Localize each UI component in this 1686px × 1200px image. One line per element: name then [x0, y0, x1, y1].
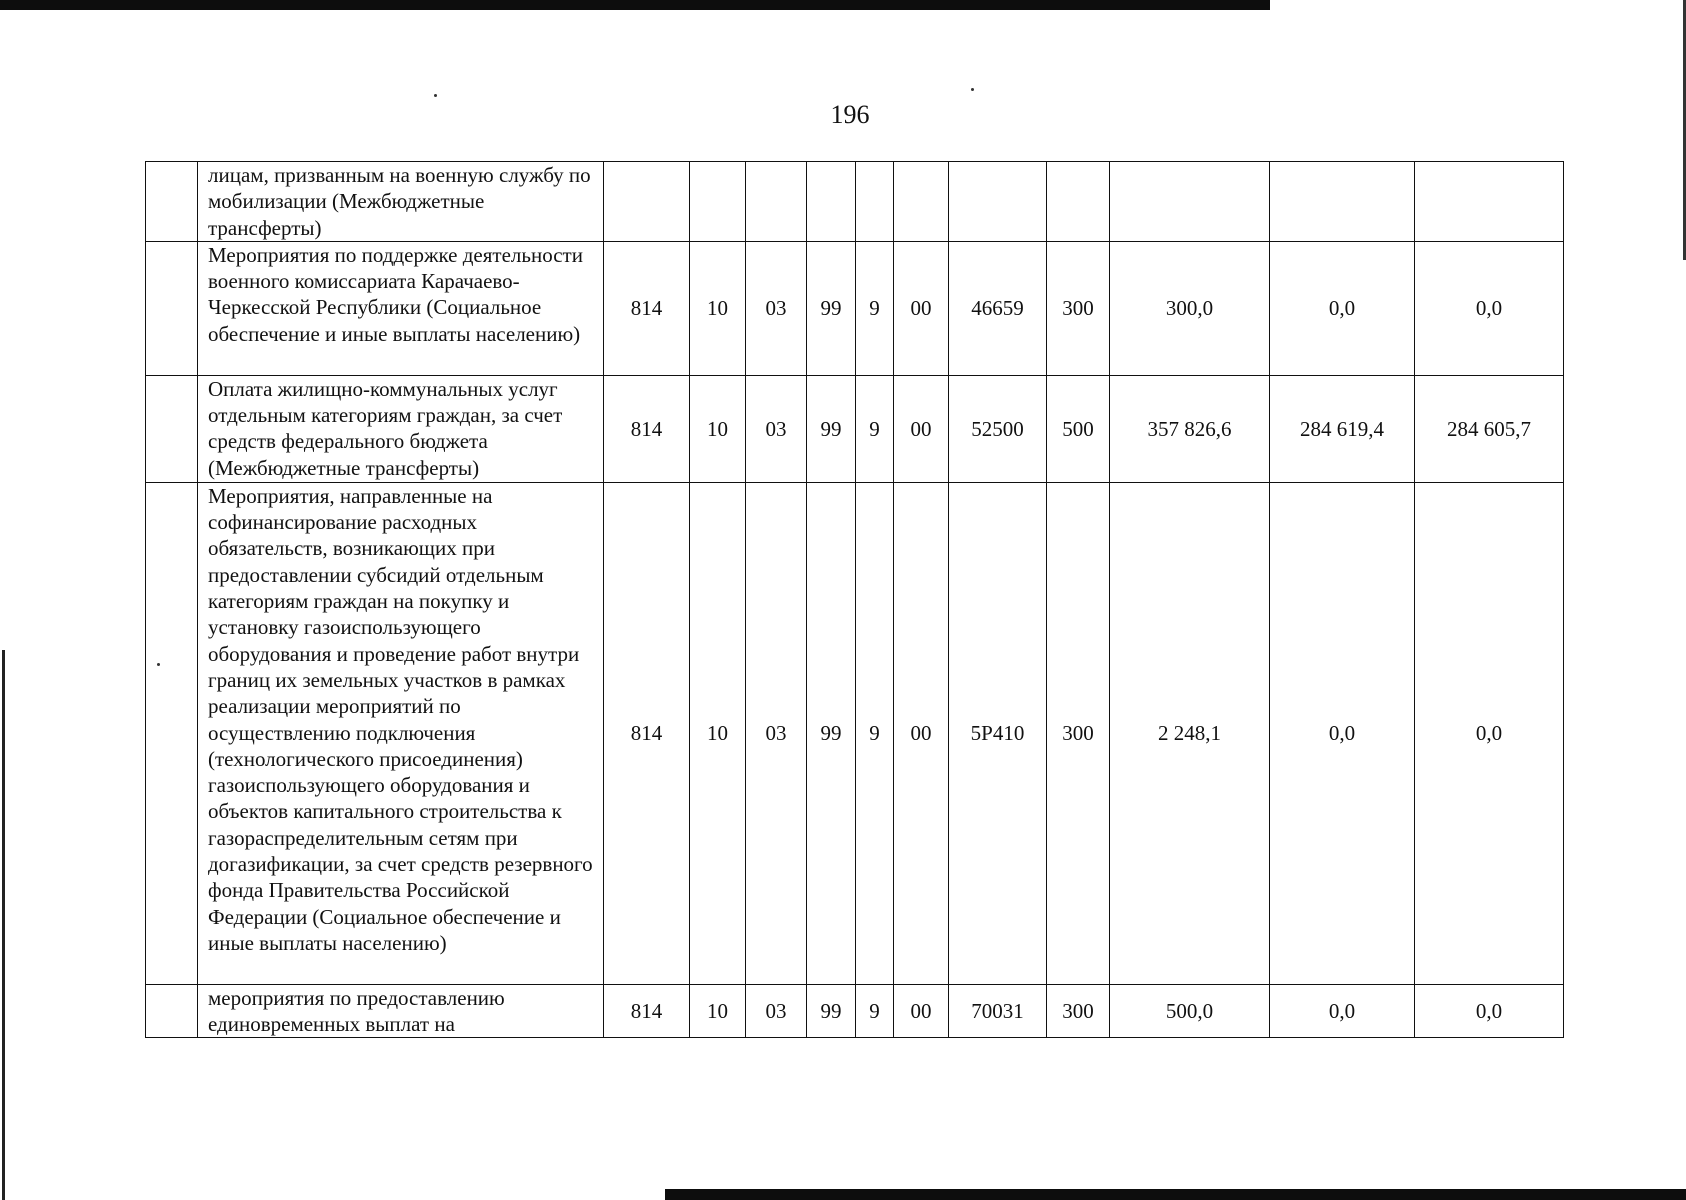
- ministry-code-cell: 814: [604, 984, 690, 1038]
- table-row: [146, 984, 1564, 1038]
- subsection-code-cell: 03: [746, 241, 807, 375]
- expense-type-cell: 500: [1047, 375, 1110, 482]
- program-code-cell: 99: [807, 241, 856, 375]
- event-code-cell: 00: [894, 375, 949, 482]
- event-code-cell: [894, 162, 949, 242]
- subprogram-code-cell: 9: [856, 984, 894, 1038]
- expense-direction-cell: 5Р410: [949, 482, 1047, 984]
- subprogram-code-cell: 9: [856, 241, 894, 375]
- subsection-code-cell: [746, 162, 807, 242]
- table-row: [146, 162, 1564, 242]
- expense-type-cell: [1047, 162, 1110, 242]
- event-code-cell: 00: [894, 482, 949, 984]
- ministry-code-cell: 814: [604, 375, 690, 482]
- scan-border-top: [0, 0, 1270, 10]
- subsection-code-cell: 03: [746, 375, 807, 482]
- expense-type-cell: 300: [1047, 241, 1110, 375]
- event-code-cell: 00: [894, 984, 949, 1038]
- scan-speck: [971, 88, 974, 91]
- ministry-code-cell: [604, 162, 690, 242]
- description-cell: лицам, призванным на военную службу по мобилизации (Межбюджетные трансферты): [198, 162, 604, 242]
- row-number-cell: [146, 984, 198, 1038]
- amount-year2-cell: 0,0: [1270, 241, 1415, 375]
- expense-type-cell: 300: [1047, 984, 1110, 1038]
- section-code-cell: [690, 162, 746, 242]
- expense-direction-cell: 70031: [949, 984, 1047, 1038]
- row-number-cell: [146, 482, 198, 984]
- description-cell: Мероприятия по поддержке деятельности военного комиссариата Карачаево-Черкесской Республики (Социальное обеспечение и иные выплаты населению): [198, 241, 604, 375]
- subprogram-code-cell: 9: [856, 375, 894, 482]
- amount-year3-cell: 284 605,7: [1415, 375, 1564, 482]
- scan-speck: [434, 94, 437, 97]
- program-code-cell: 99: [807, 482, 856, 984]
- ministry-code-cell: 814: [604, 482, 690, 984]
- section-code-cell: 10: [690, 375, 746, 482]
- expense-direction-cell: 46659: [949, 241, 1047, 375]
- row-number-cell: [146, 162, 198, 242]
- description-cell: Оплата жилищно-коммунальных услуг отдельным категориям граждан, за счет средств федерального бюджета (Межбюджетные трансферты): [198, 375, 604, 482]
- amount-year1-cell: 357 826,6: [1110, 375, 1270, 482]
- description-cell: Мероприятия, направленные на софинансирование расходных обязательств, возникающих при предоставлении субсидий отдельным категориям граждан на покупку и установку газоиспользующего оборудования и проведение работ внутри границ их земельных участков в рамках реализации мероприятий по осуществлению подключения (технологического присоединения) газоиспользующего оборудования и объектов капитального строительства к газораспределительным сетям при догазификации, за счет средств резервного фонда Правительства Российской Федерации (Социальное обеспечение и иные выплаты населению): [198, 482, 604, 984]
- amount-year3-cell: 0,0: [1415, 482, 1564, 984]
- page-number: 196: [830, 100, 870, 129]
- section-code-cell: 10: [690, 482, 746, 984]
- subsection-code-cell: 03: [746, 984, 807, 1038]
- expense-direction-cell: 52500: [949, 375, 1047, 482]
- amount-year1-cell: 2 248,1: [1110, 482, 1270, 984]
- amount-year2-cell: [1270, 162, 1415, 242]
- program-code-cell: [807, 162, 856, 242]
- expense-direction-cell: [949, 162, 1047, 242]
- amount-year3-cell: 0,0: [1415, 241, 1564, 375]
- section-code-cell: 10: [690, 241, 746, 375]
- amount-year2-cell: 0,0: [1270, 984, 1415, 1038]
- program-code-cell: 99: [807, 375, 856, 482]
- expense-type-cell: 300: [1047, 482, 1110, 984]
- description-cell: мероприятия по предоставлению единовременных выплат на: [198, 984, 604, 1038]
- subprogram-code-cell: 9: [856, 482, 894, 984]
- amount-year3-cell: 0,0: [1415, 984, 1564, 1038]
- table-row: [146, 482, 1564, 984]
- row-number-cell: [146, 241, 198, 375]
- program-code-cell: 99: [807, 984, 856, 1038]
- budget-table: [145, 161, 1564, 1038]
- ministry-code-cell: 814: [604, 241, 690, 375]
- scan-border-bottom: [665, 1189, 1686, 1200]
- row-number-cell: [146, 375, 198, 482]
- amount-year2-cell: 284 619,4: [1270, 375, 1415, 482]
- amount-year3-cell: [1415, 162, 1564, 242]
- scan-edge-left: [2, 650, 5, 1200]
- amount-year1-cell: [1110, 162, 1270, 242]
- amount-year1-cell: 300,0: [1110, 241, 1270, 375]
- amount-year1-cell: 500,0: [1110, 984, 1270, 1038]
- event-code-cell: 00: [894, 241, 949, 375]
- subsection-code-cell: 03: [746, 482, 807, 984]
- section-code-cell: 10: [690, 984, 746, 1038]
- table-row: [146, 375, 1564, 482]
- table-row: [146, 241, 1564, 375]
- subprogram-code-cell: [856, 162, 894, 242]
- amount-year2-cell: 0,0: [1270, 482, 1415, 984]
